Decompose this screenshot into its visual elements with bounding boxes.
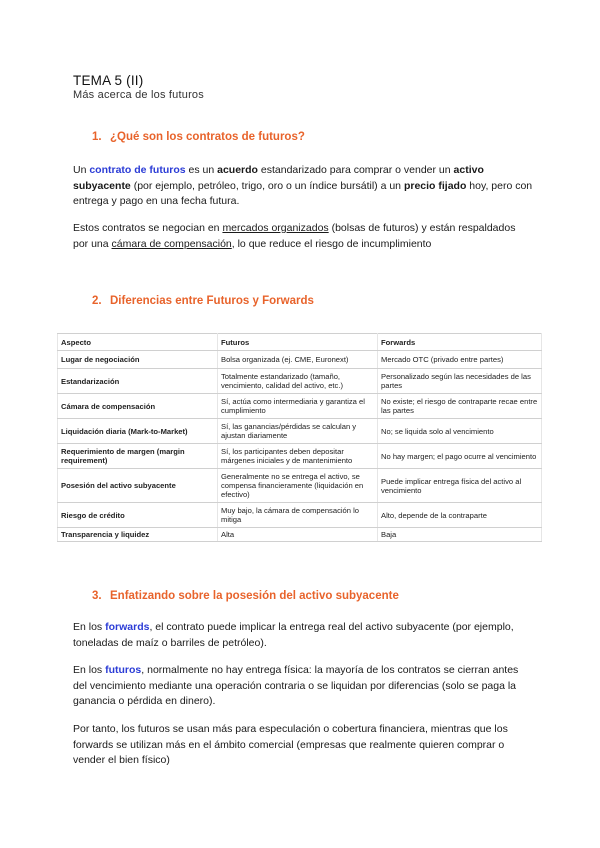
- text-run: En los: [73, 621, 106, 633]
- table-cell-futuros: Bolsa organizada (ej. CME, Euronext): [218, 351, 378, 369]
- section-3-title: Enfatizando sobre la posesión del activo subyacente: [110, 590, 399, 602]
- table-cell-aspect: Posesión del activo subyacente: [58, 469, 218, 503]
- table-row: [58, 394, 542, 419]
- highlight-futuros: futuros: [105, 664, 142, 676]
- table-cell-forwards: No existe; el riesgo de contraparte recae entre las partes: [378, 394, 542, 419]
- text-run: Estos contratos se negocian en: [73, 222, 223, 234]
- table-cell-forwards: Alto, depende de la contraparte: [378, 503, 542, 528]
- table-cell-forwards: Personalizado según las necesidades de las partes: [378, 369, 542, 394]
- bold-acuerdo: acuerdo: [217, 164, 258, 176]
- text-run: hoy, pero con entrega y pago en una fecha futura.: [73, 179, 533, 207]
- table-cell-aspect: Cámara de compensación: [58, 394, 218, 419]
- text-run: (por ejemplo, petróleo, trigo, oro o un índice bursátil) a un: [130, 179, 404, 192]
- table-cell-aspect: Lugar de negociación: [58, 351, 218, 369]
- table-cell-futuros: Muy bajo, la cámara de compensación lo mitiga: [218, 503, 378, 528]
- section-3-paragraph-1: [73, 620, 533, 651]
- table-cell-aspect: Estandarización: [58, 369, 218, 394]
- table-cell-aspect: Transparencia y liquidez: [58, 528, 218, 542]
- text-run: Un: [73, 164, 90, 176]
- table-cell-aspect: Liquidación diaria (Mark-to-Market): [58, 419, 218, 444]
- section-1-paragraph-2: [73, 221, 533, 252]
- underlined-mercados-organizados: mercados organizados: [222, 222, 329, 234]
- column-header-forwards: Forwards: [378, 334, 542, 351]
- table-row: [58, 528, 542, 542]
- column-header-futuros: Futuros: [218, 334, 378, 351]
- text-run: , lo que reduce el riesgo de incumplimiento: [231, 237, 432, 250]
- column-header-aspecto: Aspecto: [58, 334, 218, 351]
- table-cell-futuros: Sí, actúa como intermediaria y garantiza el cumplimiento: [218, 394, 378, 419]
- table-cell-futuros: Sí, los participantes deben depositar márgenes iniciales y de mantenimiento: [218, 444, 378, 469]
- bold-activo-subyacente: activo subyacente: [73, 164, 484, 192]
- table-cell-forwards: No; se liquida solo al vencimiento: [378, 419, 542, 444]
- table-cell-aspect: Requerimiento de margen (margin requirement): [58, 444, 218, 469]
- underlined-camara-compensacion: cámara de compensación: [111, 237, 232, 250]
- table-cell-futuros: Generalmente no se entrega el activo, se compensa financieramente (liquidación en efectivo): [218, 469, 378, 503]
- table-row: [58, 419, 542, 444]
- bold-precio-fijado: precio fijado: [403, 179, 467, 192]
- table-cell-futuros: Sí, las ganancias/pérdidas se calculan y ajustan diariamente: [218, 419, 378, 444]
- table-cell-futuros: Alta: [218, 528, 378, 542]
- section-1-number: 1.: [92, 131, 102, 143]
- table-row: [58, 369, 542, 394]
- table-header-row: [58, 334, 542, 351]
- section-2-number: 2.: [92, 295, 102, 307]
- highlight-forwards: forwards: [105, 621, 150, 633]
- section-3-heading: [92, 590, 399, 602]
- section-1-title: ¿Qué son los contratos de futuros?: [110, 131, 305, 143]
- table-cell-futuros: Totalmente estandarizado (tamaño, vencimiento, calidad del activo, etc.): [218, 369, 378, 394]
- section-2-heading: [92, 295, 314, 307]
- text-run: En los: [73, 664, 106, 676]
- table-cell-forwards: No hay margen; el pago ocurre al vencimiento: [378, 444, 542, 469]
- table-row: [58, 444, 542, 469]
- document-title: TEMA 5 (II): [73, 73, 144, 88]
- text-run: estandarizado para comprar o vender un: [257, 164, 454, 176]
- table-row: [58, 469, 542, 503]
- table-row: [58, 351, 542, 369]
- section-1-paragraph-1: [73, 163, 533, 210]
- section-3-number: 3.: [92, 590, 102, 602]
- text-run: , normalmente no hay entrega física: la mayoría de los contratos se cierran antes del vencimiento mediante una operación contraria o se liquidan por diferencias (solo se paga la ganancia o pérdida en dinero).: [73, 664, 519, 707]
- highlight-contrato-futuros: contrato de futuros: [89, 164, 186, 176]
- table-row: [58, 503, 542, 528]
- section-2-title: Diferencias entre Futuros y Forwards: [110, 295, 314, 307]
- table-cell-forwards: Mercado OTC (privado entre partes): [378, 351, 542, 369]
- table-cell-aspect: Riesgo de crédito: [58, 503, 218, 528]
- table-cell-forwards: Baja: [378, 528, 542, 542]
- section-3-paragraph-2: [73, 663, 533, 710]
- table-cell-forwards: Puede implicar entrega física del activo al vencimiento: [378, 469, 542, 503]
- text-run: es un: [185, 164, 218, 176]
- document-subtitle: Más acerca de los futuros: [73, 89, 204, 101]
- text-run: (bolsas de futuros) y están respaldados por una: [73, 222, 516, 250]
- text-run: , el contrato puede implicar la entrega real del activo subyacente (por ejemplo, toneladas de maíz o barriles de petróleo).: [73, 621, 514, 649]
- section-1-heading: [92, 131, 305, 143]
- comparison-table: [57, 333, 542, 542]
- section-3-paragraph-3: Por tanto, los futuros se usan más para especulación o cobertura financiera, mientras que los forwards se utilizan más en el ámbito comercial (empresas que realmente quieren comprar o vender el bien físico): [73, 723, 508, 766]
